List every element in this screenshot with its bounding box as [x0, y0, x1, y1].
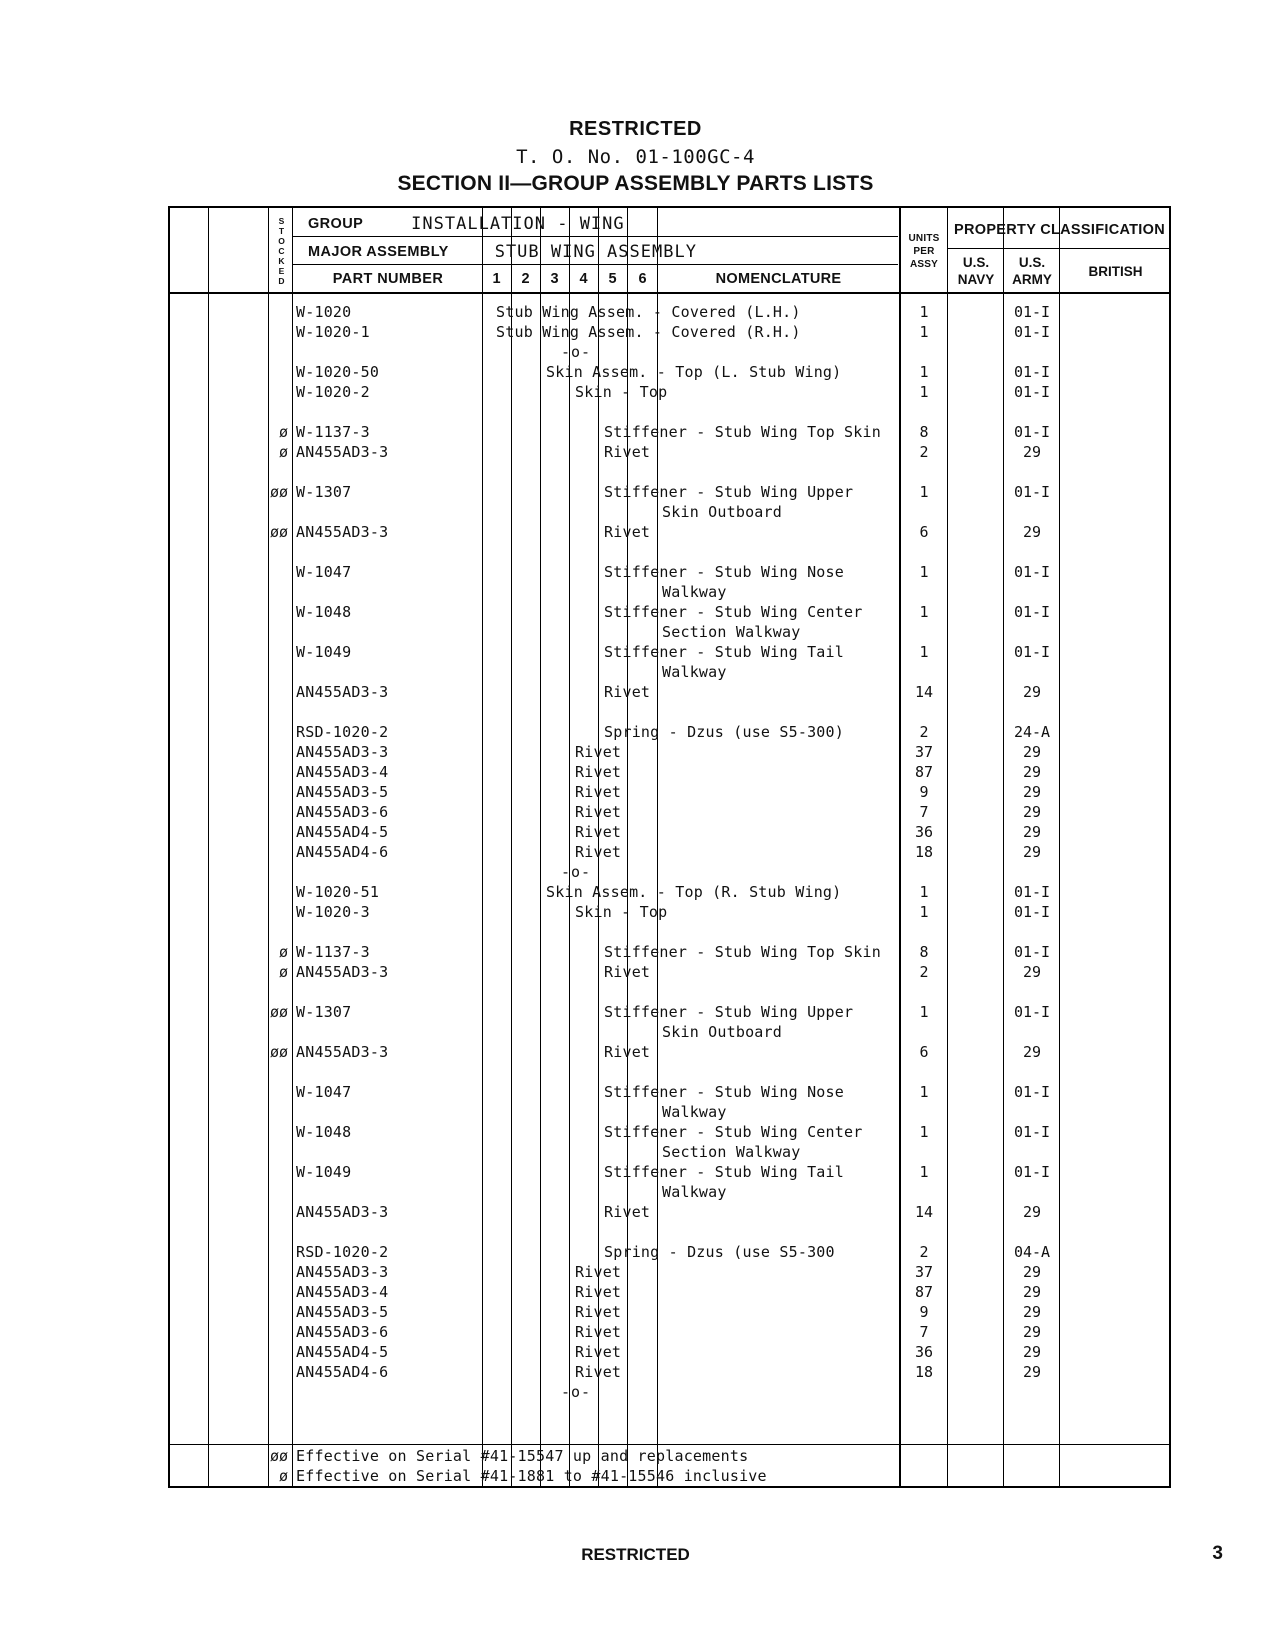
row-part-number: AN455AD4-5: [296, 823, 389, 841]
row-part-number: AN455AD3-5: [296, 1303, 389, 1321]
table-row: [170, 402, 1169, 422]
row-us-army-class: 29: [1022, 743, 1042, 761]
table-footnote-row: [170, 1446, 1169, 1466]
table-row: [170, 662, 1169, 682]
table-row: [170, 562, 1169, 582]
row-nomenclature: Skin Assem. - Top (L. Stub Wing): [546, 363, 842, 381]
row-us-army-class: 29: [1022, 523, 1042, 541]
table-row: [170, 762, 1169, 782]
row-us-army-class: 01-I: [1013, 643, 1051, 661]
row-units-per-assy: 18: [914, 1363, 934, 1381]
row-stocked-marker: ø: [278, 423, 288, 441]
row-part-number: W-1048: [296, 603, 352, 621]
row-stocked-marker: øø: [269, 1043, 288, 1061]
row-nomenclature: Stiffener - Stub Wing Center: [604, 603, 863, 621]
row-us-army-class: 29: [1022, 1323, 1042, 1341]
row-units-per-assy: 7: [919, 1323, 929, 1341]
row-units-per-assy: 36: [914, 1343, 934, 1361]
row-units-per-assy: 1: [919, 563, 929, 581]
row-nomenclature: Rivet: [575, 1303, 622, 1321]
stocked-letter-o: O: [278, 236, 285, 246]
row-units-per-assy: 2: [919, 963, 929, 981]
row-nomenclature: Rivet: [575, 1363, 622, 1381]
row-us-army-class: 29: [1022, 1343, 1042, 1361]
table-row: [170, 1382, 1169, 1402]
table-row: [170, 782, 1169, 802]
row-nomenclature: Walkway: [662, 663, 727, 681]
table-row: [170, 1022, 1169, 1042]
row-nomenclature: Stiffener - Stub Wing Upper: [604, 483, 854, 501]
row-us-army-class: 01-I: [1013, 603, 1051, 621]
row-part-number: AN455AD3-3: [296, 963, 389, 981]
group-value: INSTALLATION - WING: [411, 214, 625, 234]
row-part-number: W-1047: [296, 563, 352, 581]
table-row: [170, 1242, 1169, 1262]
row-nomenclature: Spring - Dzus (use S5-300): [604, 723, 844, 741]
us-navy-label-line-2: NAVY: [957, 272, 995, 287]
row-part-number: W-1137-3: [296, 423, 370, 441]
major-assembly-label: MAJOR ASSEMBLY: [308, 244, 449, 260]
row-nomenclature: Stiffener - Stub Wing Tail: [604, 643, 844, 661]
table-row: [170, 582, 1169, 602]
table-row: [170, 442, 1169, 462]
row-nomenclature: Stiffener - Stub Wing Tail: [604, 1163, 844, 1181]
table-footnote-row: [170, 1466, 1169, 1486]
table-row: [170, 1302, 1169, 1322]
row-stocked-marker: øø: [269, 1003, 288, 1021]
parts-list-body: [170, 294, 1169, 1486]
row-us-army-class: 01-I: [1013, 883, 1051, 901]
row-us-army-class: 29: [1022, 1283, 1042, 1301]
row-part-number: AN455AD4-6: [296, 843, 389, 861]
us-army-label-line-2: ARMY: [1012, 272, 1052, 287]
row-us-army-class: 29: [1022, 803, 1042, 821]
table-row: [170, 1042, 1169, 1062]
row-nomenclature: Stub Wing Assem. - Covered (R.H.): [496, 323, 801, 341]
row-us-army-class: 29: [1022, 1203, 1042, 1221]
table-row: [170, 1282, 1169, 1302]
row-part-number: AN455AD3-3: [296, 443, 389, 461]
table-row: [170, 702, 1169, 722]
footnote-stocked-marker: øø: [269, 1447, 288, 1465]
row-us-army-class: 01-I: [1013, 423, 1051, 441]
table-row: [170, 1322, 1169, 1342]
table-row: [170, 862, 1169, 882]
stocked-letter-t: T: [278, 226, 285, 236]
row-nomenclature: Rivet: [575, 843, 622, 861]
table-row: [170, 1142, 1169, 1162]
row-units-per-assy: 1: [919, 483, 929, 501]
row-part-number: W-1047: [296, 1083, 352, 1101]
row-us-army-class: 01-I: [1013, 323, 1051, 341]
row-nomenclature: Rivet: [575, 1283, 622, 1301]
table-row: [170, 542, 1169, 562]
row-units-per-assy: 9: [919, 783, 929, 801]
row-nomenclature: Rivet: [575, 1263, 622, 1281]
table-row: [170, 982, 1169, 1002]
footnote-stocked-marker: ø: [278, 1467, 288, 1485]
row-us-army-class: 01-I: [1013, 943, 1051, 961]
row-units-per-assy: 1: [919, 1003, 929, 1021]
row-part-number: AN455AD3-5: [296, 783, 389, 801]
row-part-number: AN455AD4-5: [296, 1343, 389, 1361]
row-units-per-assy: 7: [919, 803, 929, 821]
table-row: [170, 1342, 1169, 1362]
table-row: [170, 802, 1169, 822]
row-nomenclature: Stub Wing Assem. - Covered (L.H.): [496, 303, 801, 321]
table-row: [170, 1102, 1169, 1122]
table-row: [170, 302, 1169, 322]
row-part-number: W-1020: [296, 303, 352, 321]
row-part-number: AN455AD3-4: [296, 763, 389, 781]
row-nomenclature: Section Walkway: [662, 623, 801, 641]
row-units-per-assy: 2: [919, 723, 929, 741]
row-part-number: AN455AD3-4: [296, 1283, 389, 1301]
row-nomenclature: Walkway: [662, 1183, 727, 1201]
index-column-header-1: 1: [492, 271, 501, 287]
index-column-header-2: 2: [521, 271, 530, 287]
index-column-header-3: 3: [550, 271, 559, 287]
header-technical-order-number: T. O. No. 01-100GC-4: [516, 146, 755, 168]
row-units-per-assy: 87: [914, 763, 934, 781]
row-us-army-class: 01-I: [1013, 363, 1051, 381]
row-us-army-class: 29: [1022, 843, 1042, 861]
row-nomenclature: Stiffener - Stub Wing Upper: [604, 1003, 854, 1021]
table-row: [170, 1162, 1169, 1182]
group-header-cell: [294, 210, 900, 238]
row-us-army-class: 01-I: [1013, 1123, 1051, 1141]
part-number-column-header: PART NUMBER: [332, 271, 444, 287]
row-us-army-class: 29: [1022, 763, 1042, 781]
row-nomenclature: Rivet: [575, 1343, 622, 1361]
table-row: [170, 922, 1169, 942]
row-nomenclature: Rivet: [604, 683, 651, 701]
footer-page-number: 3: [1212, 1543, 1223, 1564]
row-units-per-assy: 1: [919, 363, 929, 381]
units-per-assy-column-header: [900, 210, 948, 292]
table-row: [170, 482, 1169, 502]
row-us-army-class: 01-I: [1013, 383, 1051, 401]
row-units-per-assy: 18: [914, 843, 934, 861]
row-part-number: W-1049: [296, 1163, 352, 1181]
row-stocked-marker: ø: [278, 443, 288, 461]
row-nomenclature: Walkway: [662, 583, 727, 601]
table-row: [170, 382, 1169, 402]
table-row: [170, 882, 1169, 902]
row-stocked-marker: ø: [278, 963, 288, 981]
row-part-number: W-1137-3: [296, 943, 370, 961]
row-us-army-class: 29: [1022, 1043, 1042, 1061]
table-row: [170, 942, 1169, 962]
row-nomenclature: Rivet: [604, 1203, 651, 1221]
row-units-per-assy: 1: [919, 303, 929, 321]
stocked-letter-c: C: [278, 246, 285, 256]
row-us-army-class: 01-I: [1013, 563, 1051, 581]
row-part-number: AN455AD3-3: [296, 1263, 389, 1281]
table-row: [170, 322, 1169, 342]
group-label: GROUP: [308, 216, 364, 232]
row-units-per-assy: 6: [919, 523, 929, 541]
table-row: [170, 742, 1169, 762]
table-row: [170, 1262, 1169, 1282]
row-part-number: RSD-1020-2: [296, 1243, 389, 1261]
table-row: [170, 1222, 1169, 1242]
row-nomenclature: Rivet: [575, 763, 622, 781]
row-units-per-assy: 1: [919, 643, 929, 661]
row-us-army-class: 29: [1022, 443, 1042, 461]
row-separator-marker: -o-: [560, 343, 592, 361]
index-column-header-6: 6: [638, 271, 647, 287]
row-nomenclature: Rivet: [575, 803, 622, 821]
us-army-label-line-1: U.S.: [1018, 255, 1046, 270]
row-part-number: W-1020-3: [296, 903, 370, 921]
table-row: [170, 1122, 1169, 1142]
row-us-army-class: 29: [1022, 783, 1042, 801]
index-columns-header: [482, 266, 657, 292]
footnote-text: Effective on Serial #41-1881 to #41-15546 inclusive: [296, 1467, 767, 1485]
row-nomenclature: Skin Assem. - Top (R. Stub Wing): [546, 883, 842, 901]
row-nomenclature: Rivet: [604, 963, 651, 981]
row-us-army-class: 29: [1022, 1263, 1042, 1281]
table-header-band: [170, 208, 1169, 292]
row-nomenclature: Walkway: [662, 1103, 727, 1121]
british-column-header: BRITISH: [1088, 263, 1143, 279]
row-us-army-class: 29: [1022, 1303, 1042, 1321]
footnote-text: Effective on Serial #41-15547 up and replacements: [296, 1447, 749, 1465]
row-units-per-assy: 14: [914, 1203, 934, 1221]
stocked-letter-e: E: [278, 266, 285, 276]
row-nomenclature: Stiffener - Stub Wing Center: [604, 1123, 863, 1141]
row-us-army-class: 01-I: [1013, 303, 1051, 321]
row-units-per-assy: 2: [919, 443, 929, 461]
row-us-army-class: 01-I: [1013, 483, 1051, 501]
nomenclature-column-header: NOMENCLATURE: [715, 271, 842, 287]
table-row: [170, 622, 1169, 642]
row-part-number: AN455AD3-6: [296, 803, 389, 821]
us-army-column-header: [1004, 250, 1060, 292]
table-row: [170, 642, 1169, 662]
row-part-number: W-1020-2: [296, 383, 370, 401]
row-units-per-assy: 6: [919, 1043, 929, 1061]
row-part-number: W-1307: [296, 1003, 352, 1021]
row-part-number: W-1307: [296, 483, 352, 501]
row-part-number: W-1020-51: [296, 883, 380, 901]
row-nomenclature: Skin Outboard: [662, 1023, 782, 1041]
table-row: [170, 462, 1169, 482]
row-stocked-marker: øø: [269, 483, 288, 501]
table-row: [170, 1202, 1169, 1222]
row-units-per-assy: 2: [919, 1243, 929, 1261]
row-part-number: AN455AD3-3: [296, 683, 389, 701]
row-part-number: W-1020-1: [296, 323, 370, 341]
row-nomenclature: Rivet: [575, 823, 622, 841]
row-nomenclature: Rivet: [575, 783, 622, 801]
row-nomenclature: Spring - Dzus (use S5-300: [604, 1243, 835, 1261]
row-us-army-class: 04-A: [1013, 1243, 1051, 1261]
row-units-per-assy: 8: [919, 943, 929, 961]
property-classification-header: PROPERTY CLASSIFICATION: [954, 222, 1165, 238]
row-part-number: AN455AD3-6: [296, 1323, 389, 1341]
row-part-number: W-1049: [296, 643, 352, 661]
row-part-number: W-1020-50: [296, 363, 380, 381]
row-nomenclature: Rivet: [604, 443, 651, 461]
row-units-per-assy: 1: [919, 603, 929, 621]
units-label-line-2: PER: [913, 245, 935, 257]
row-separator-marker: -o-: [560, 1383, 592, 1401]
header-restricted: RESTRICTED: [569, 118, 702, 140]
row-units-per-assy: 1: [919, 1123, 929, 1141]
row-nomenclature: Stiffener - Stub Wing Nose: [604, 1083, 844, 1101]
row-units-per-assy: 8: [919, 423, 929, 441]
stocked-letter-s: S: [278, 216, 285, 226]
row-separator-marker: -o-: [560, 863, 592, 881]
row-units-per-assy: 1: [919, 903, 929, 921]
footer-restricted: RESTRICTED: [581, 1545, 690, 1564]
table-row: [170, 842, 1169, 862]
row-nomenclature: Skin - Top: [575, 383, 668, 401]
row-part-number: AN455AD3-3: [296, 1203, 389, 1221]
row-units-per-assy: 1: [919, 383, 929, 401]
units-label-line-1: UNITS: [908, 232, 940, 244]
index-column-header-5: 5: [608, 271, 617, 287]
table-row: [170, 1082, 1169, 1102]
row-us-army-class: 01-I: [1013, 1083, 1051, 1101]
row-nomenclature: Stiffener - Stub Wing Top Skin: [604, 423, 881, 441]
table-row: [170, 602, 1169, 622]
row-nomenclature: Skin - Top: [575, 903, 668, 921]
row-us-army-class: 29: [1022, 1363, 1042, 1381]
row-us-army-class: 29: [1022, 823, 1042, 841]
units-label-line-3: ASSY: [909, 258, 939, 270]
table-row: [170, 902, 1169, 922]
major-assembly-value: STUB WING ASSEMBLY: [494, 242, 697, 262]
row-nomenclature: Rivet: [604, 523, 651, 541]
table-row: [170, 722, 1169, 742]
stocked-letter-d: D: [278, 276, 285, 286]
row-us-army-class: 29: [1022, 683, 1042, 701]
table-row: [170, 822, 1169, 842]
row-nomenclature: Rivet: [575, 743, 622, 761]
row-units-per-assy: 36: [914, 823, 934, 841]
row-nomenclature: Stiffener - Stub Wing Top Skin: [604, 943, 881, 961]
us-navy-column-header: [948, 250, 1004, 292]
table-row: [170, 422, 1169, 442]
table-row: [170, 342, 1169, 362]
row-units-per-assy: 87: [914, 1283, 934, 1301]
parts-list-table: [168, 206, 1171, 1488]
row-units-per-assy: 1: [919, 1163, 929, 1181]
row-part-number: W-1048: [296, 1123, 352, 1141]
table-row: [170, 962, 1169, 982]
us-navy-label-line-1: U.S.: [962, 255, 990, 270]
index-column-header-4: 4: [579, 271, 588, 287]
table-row: [170, 502, 1169, 522]
row-us-army-class: 01-I: [1013, 903, 1051, 921]
row-nomenclature: Rivet: [604, 1043, 651, 1061]
major-assembly-header-cell: [294, 238, 900, 266]
table-row: [170, 1362, 1169, 1382]
stocked-letter-k: K: [278, 256, 285, 266]
row-part-number: AN455AD3-3: [296, 743, 389, 761]
table-row: [170, 682, 1169, 702]
row-units-per-assy: 9: [919, 1303, 929, 1321]
table-row: [170, 1062, 1169, 1082]
row-units-per-assy: 14: [914, 683, 934, 701]
header-section-title: SECTION II—GROUP ASSEMBLY PARTS LISTS: [397, 172, 874, 195]
row-units-per-assy: 37: [914, 743, 934, 761]
row-us-army-class: 01-I: [1013, 1003, 1051, 1021]
row-units-per-assy: 1: [919, 883, 929, 901]
table-row: [170, 522, 1169, 542]
row-units-per-assy: 1: [919, 323, 929, 341]
row-us-army-class: 29: [1022, 963, 1042, 981]
row-part-number: RSD-1020-2: [296, 723, 389, 741]
row-us-army-class: 01-I: [1013, 1163, 1051, 1181]
row-nomenclature: Rivet: [575, 1323, 622, 1341]
row-part-number: AN455AD3-3: [296, 523, 389, 541]
table-row: [170, 1002, 1169, 1022]
row-stocked-marker: ø: [278, 943, 288, 961]
row-units-per-assy: 37: [914, 1263, 934, 1281]
row-stocked-marker: øø: [269, 523, 288, 541]
table-row: [170, 362, 1169, 382]
row-nomenclature: Stiffener - Stub Wing Nose: [604, 563, 844, 581]
stocked-column-label: [271, 210, 292, 292]
row-part-number: AN455AD3-3: [296, 1043, 389, 1061]
row-us-army-class: 24-A: [1013, 723, 1051, 741]
table-row: [170, 1182, 1169, 1202]
row-units-per-assy: 1: [919, 1083, 929, 1101]
row-nomenclature: Skin Outboard: [662, 503, 782, 521]
row-part-number: AN455AD4-6: [296, 1363, 389, 1381]
row-nomenclature: Section Walkway: [662, 1143, 801, 1161]
